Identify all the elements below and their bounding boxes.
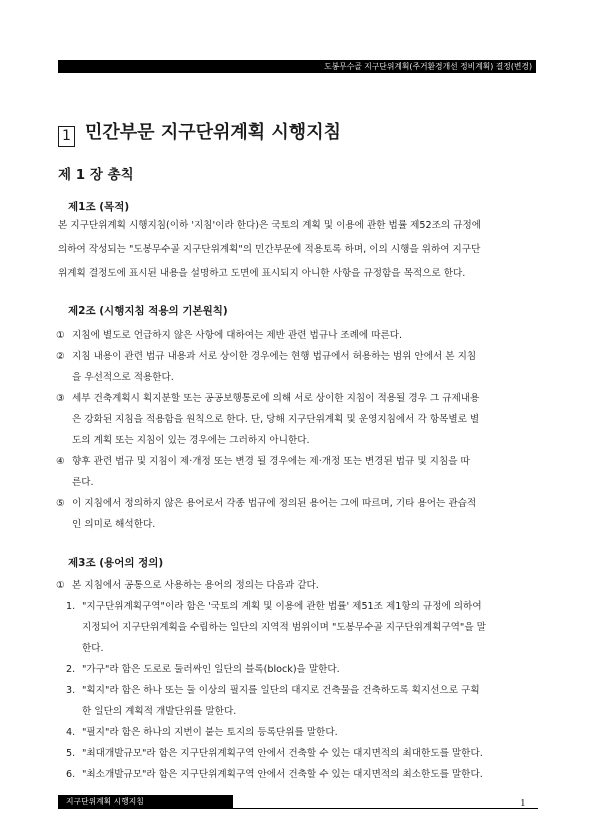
item-text bbox=[56, 575, 540, 596]
footer-rule bbox=[58, 808, 538, 809]
footer-bar: 지구단위계획 시행지침 bbox=[58, 795, 233, 808]
document-title-text: 민간부문 지구단위계획 시행지침 bbox=[85, 122, 341, 143]
document-title bbox=[58, 118, 341, 147]
item-text bbox=[56, 388, 540, 451]
article-3-subitem bbox=[66, 764, 540, 785]
article-1-heading: 제1조 (목적) bbox=[68, 201, 130, 213]
article-3-heading: 제3조 (용어의 정의) bbox=[68, 557, 164, 569]
item-marker: ① bbox=[56, 330, 65, 341]
item-text bbox=[56, 346, 540, 388]
text-line: 도의 계획 또는 지침이 있는 경우에는 그러하지 아니한다. bbox=[72, 435, 310, 446]
item-marker: 6. bbox=[66, 769, 76, 780]
article-3-list bbox=[56, 575, 540, 596]
text-line: 지침에 별도로 언급하지 않은 사항에 대하여는 제반 관련 법규나 조례에 따른다. bbox=[72, 330, 403, 341]
text-line: 지정되어 지구단위계획을 수립하는 일단의 지역적 범위이며 "도봉무수골 지구단위계획구역"을 말 bbox=[82, 622, 486, 633]
item-marker: ④ bbox=[56, 456, 65, 467]
text-line: 이 지침에서 정의하지 않은 용어로서 각종 법규에 정의된 용어는 그에 따르며, 기타 용어는 관습적 bbox=[72, 498, 477, 509]
text-line: 인 의미로 해석한다. bbox=[72, 519, 156, 530]
item-marker: 4. bbox=[66, 727, 76, 738]
text-line: 향후 관련 법규 및 지침이 제·개정 또는 변경 될 경우에는 제·개정 또는 변경된 법규 및 지침을 따 bbox=[72, 456, 470, 467]
item-text bbox=[56, 451, 540, 493]
text-line: 위계획 결정도에 표시된 내용을 설명하고 도면에 표시되지 아니한 사항을 규정함을 목적으로 한다. bbox=[58, 268, 466, 279]
item-marker: ③ bbox=[56, 393, 65, 404]
text-line: 은 강화된 지침을 적용함을 원칙으로 한다. 단, 당해 지구단위계획 및 운영지침에서 각 항목별로 별 bbox=[72, 414, 480, 425]
section-number-box: 1 bbox=[58, 126, 75, 147]
article-1-body bbox=[58, 214, 538, 286]
item-text bbox=[66, 743, 540, 764]
article-2-list bbox=[56, 325, 540, 535]
item-text bbox=[66, 596, 540, 659]
text-line: "가구"라 함은 도로로 둘러싸인 일단의 블록(block)을 말한다. bbox=[82, 664, 340, 675]
item-marker: ⑤ bbox=[56, 498, 65, 509]
item-text bbox=[56, 493, 540, 535]
item-marker: 3. bbox=[66, 685, 76, 696]
article-2-item bbox=[56, 451, 540, 493]
item-marker: 1. bbox=[66, 601, 76, 612]
text-line: "획지"라 함은 하나 또는 둘 이상의 필지를 일단의 대지로 건축물을 건축하도록 획지선으로 구획 bbox=[82, 685, 480, 696]
item-text bbox=[66, 722, 540, 743]
text-line: 한다. bbox=[82, 643, 104, 654]
text-line: "지구단위계획구역"이라 함은 '국토의 계획 및 이용에 관한 법률' 제51조 제1항의 규정에 의하여 bbox=[82, 601, 482, 612]
item-marker: ② bbox=[56, 351, 65, 362]
text-line: 지침 내용이 관련 법규 내용과 서로 상이한 경우에는 현행 법규에서 허용하는 범위 안에서 본 지침 bbox=[72, 351, 477, 362]
chapter-title: 제 1 장 총칙 bbox=[58, 167, 134, 183]
text-line: "필지"라 함은 하나의 지번이 붙는 토지의 등록단위를 말한다. bbox=[82, 727, 338, 738]
article-2-heading: 제2조 (시행지침 적용의 기본원칙) bbox=[68, 305, 228, 317]
text-line: 한 일단의 계획적 개발단위를 말한다. bbox=[82, 706, 237, 717]
text-line: 의하여 작성되는 "도봉무수골 지구단위계획"의 민간부문에 적용토록 하며, 이의 시행을 위하여 지구단 bbox=[58, 244, 481, 255]
article-2-item bbox=[56, 325, 540, 346]
document-header-bar: 도봉무수골 지구단위계획(주거환경개선 정비계획) 결정(변경) bbox=[58, 60, 536, 73]
text-line: "최소개발규모"라 함은 지구단위계획구역 안에서 건축할 수 있는 대지면적의 최소한도를 말한다. bbox=[82, 769, 483, 780]
article-2-item bbox=[56, 493, 540, 535]
article-3-subitem bbox=[66, 722, 540, 743]
item-text bbox=[66, 764, 540, 785]
text-line: 본 지구단위계획 시행지침(이하 '지침'이라 한다)은 국토의 계획 및 이용에 관한 법률 제52조의 규정에 bbox=[58, 220, 481, 231]
text-line: 른다. bbox=[72, 477, 94, 488]
article-3-subitem bbox=[66, 743, 540, 764]
page-number: 1 bbox=[520, 797, 526, 809]
item-marker: 2. bbox=[66, 664, 76, 675]
article-3-subitem bbox=[66, 596, 540, 659]
item-text bbox=[66, 680, 540, 722]
article-3-item bbox=[56, 575, 540, 596]
item-text bbox=[56, 325, 540, 346]
text-line: 본 지침에서 공통으로 사용하는 용어의 정의는 다음과 같다. bbox=[72, 580, 319, 591]
article-2-item bbox=[56, 346, 540, 388]
item-marker: 5. bbox=[66, 748, 76, 759]
article-3-subitem bbox=[66, 659, 540, 680]
item-text bbox=[66, 659, 540, 680]
article-3-sublist bbox=[66, 596, 540, 785]
item-marker: ① bbox=[56, 580, 65, 591]
article-2-item bbox=[56, 388, 540, 451]
text-line: 을 우선적으로 적용한다. bbox=[72, 372, 174, 383]
article-3-subitem bbox=[66, 680, 540, 722]
text-line: "최대개발규모"라 함은 지구단위계획구역 안에서 건축할 수 있는 대지면적의 최대한도를 말한다. bbox=[82, 748, 483, 759]
text-line: 세부 건축계획시 획지분할 또는 공공보행통로에 의해 서로 상이한 지침이 적용될 경우 그 규제내용 bbox=[72, 393, 480, 404]
